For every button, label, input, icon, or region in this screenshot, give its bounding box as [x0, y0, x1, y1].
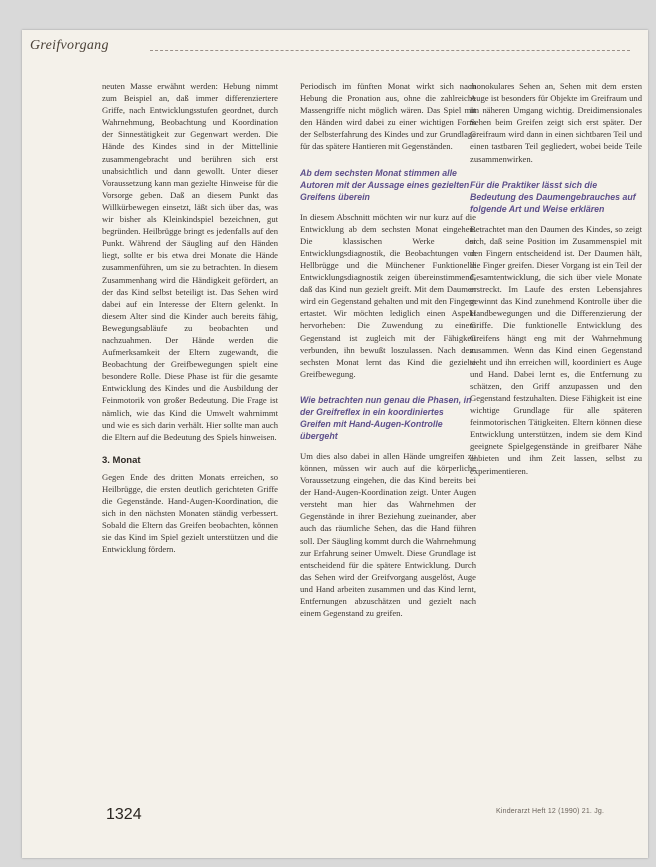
magazine-page: [22, 30, 648, 858]
paragraph: monokulares Sehen an, Sehen mit dem ersten Auge ist besonders für Objekte im Greifraum und im näheren Umgang wichtig. Dreidimensionales Sehen beim Greifen zeigt sich erst später. Der Greifraum wird dann in einen sichtbaren Teil und einen tastbaren Teil gegliedert, wobei beide Teile zusammenwirken.: [470, 81, 642, 164]
text-column-2: [300, 80, 476, 804]
paragraph: Periodisch im fünften Monat wirkt sich nach Hebung die Pronation aus, ohne die zahlreiche Massengriffe nicht möglich wären. Das Spiel mit den Händen wird dabei zu einer wichtigen Form der Selbsterfahrung des Kindes und zur Grundlage für das spätere Hantieren mit Gegenständen.: [300, 81, 476, 152]
pull-quote: Ab dem sechsten Monat stimmen alle Autoren mit der Aussage eines gezielten Greifens überein: [300, 167, 470, 202]
text-column-3: [470, 80, 642, 804]
paragraph: Betrachtet man den Daumen des Kindes, so zeigt sich, daß seine Position im Zusammenspiel mit den Fingern entscheidend ist. Der Daumen hält, die Finger greifen. Dieser Vorgang ist ein Teil der Gesamtentwicklung, die sich über viele Monate erstreckt. Im Laufe des ersten Lebensjahres gewinnt das Kind zunehmend Kontrolle über die Handbewegungen und die Differenzierung der Griffe. Die funktionelle Entwicklung des Greifens hängt eng mit der Wahrnehmung zusammen. Wenn das Kind einen Gegenstand sieht und ihn erreichen will, koordiniert es Auge und Hand. Dabei lernt es, die Entfernung zu schätzen, den Griff anzupassen und den Gegenstand festzuhalten. Diese Fähigkeit ist eine wichtige Grundlage für alle späteren feinmotorischen Tätigkeiten. Eltern können diese Entwicklung unterstützen, indem sie dem Kind geeignete Spielgegenstände in greifbarer Nähe anbieten und ihm Zeit lassen, selbst zu experimentieren.: [470, 223, 642, 476]
journal-citation: Kinderarzt Heft 12 (1990) 21. Jg.: [496, 808, 605, 815]
pull-quote: Wie betrachten nun genau die Phasen, in der Greifreflex in ein koordiniertes Greifen mit Hand-Augen-Kontrolle übergeht: [300, 394, 472, 441]
page-number: 1324: [106, 806, 142, 823]
paragraph: neuten Masse erwähnt werden: Hebung nimmt zum Beispiel an, daß immer differenziertere Griffe, nach Entwicklungsstufen geordnet, durch Wahrnehmung, Beobachtung und Koordination der Sinnestätigkeit zur Gegenwart werden. Die Hände des Kindes sind in der Mittellinie zusammengebracht und berühren sich erst unabsichtlich und dann gewollt. Unter dieser Voraussetzung kann man gezielte Hinweise für die Vorsorge geben. Daß an diesem Punkt das Willkürbewegen einsetzt, läßt sich über das, was wir bisher als Kleinkindspiel bezeichnen, gut begründen. Heilbrügge bringt es jedenfalls auf den Punkt. Während der Säugling auf den Händen liegt, sollte er bis etwa drei Monate die Hände zusammenführen, um sie zu betrachten. In diesem Zusammenhang wird die Händigkeit gefördert, an der das Kind selbst beteiligt ist. Das Sehen wird dabei auf ein Interesse der Eltern gelenkt. In diesem Alter sind die Kinder auch bereits fähig, Bewegungsabläufe zu beobachten und nachzuahmen. Der Hände werden die Aufmerksamkeit der Eltern zugewandt, die Beobachtung der Greifbewegungen spielt eine besondere Rolle. Diese Phase ist für die gesamte Entwicklung des Kindes und die Ausbildung der Feinmotorik von großer Bedeutung. Die Frage ist nämlich, wie das Kind die Umwelt wahrnimmt und wie es sich darin verhält. Hier sollte man auch die Eltern auf die Bedeutung des Spiels hinweisen.: [102, 81, 278, 442]
running-head-rule: [150, 50, 630, 51]
paragraph: In diesem Abschnitt möchten wir nur kurz auf die Entwicklung ab dem sechsten Monat eingehen. Die klassischen Werke der Entwicklungsdiagnostik, die Beobachtungen von Hellbrügge und die Münchener Funktionelle Entwicklungsdiagnostik zeigen übereinstimmend, daß das Kind nun gezielt greift. Mit dem Daumen wird ein Gegenstand gehalten und mit den Fingern ertastet. Wir möchten lediglich einen Aspekt hervorheben: Die Zuwendung zu einem Gegenstand ist zugleich mit der Fähigkeit verbunden, ihn bewußt loszulassen. Nach dem sechsten Monat lernt das Kind die gezielte Greifbewegung.: [300, 211, 476, 379]
running-head: [30, 38, 630, 58]
text-column-1: [102, 80, 278, 804]
paragraph: Gegen Ende des dritten Monats erreichen, so Heilbrügge, die ersten deutlich gerichteten Griffe die Gegenstände. Hand-Augen-Koordination, die sich in den nächsten Monaten ständig verbessert. Sobald die Eltern das Greifen beobachten, können sie das Kind im Spiel gezielt unterstützen und die Entwicklung fördern.: [102, 471, 278, 555]
paragraph: Um dies also dabei in allen Hände umgreifen zu können, müssen wir auch auf die körperliche Voraussetzung eingehen, die das Kind bereits bei der Hand-Augen-Koordination zeigt. Unter Augen versteht man hier das Wahrnehmen der Gegenstände in ihrer Beziehung zueinander, aber auch das räumliche Sehen, das die Hand führen soll. Der Säugling kommt durch die Wahrnehmung zur Erfahrung seiner Umwelt. Diese Grundlage ist entscheidend für die spätere Entwicklung. Durch das Sehen wird der Greifvorgang ausgelöst, Auge und Hand arbeiten zusammen und das Kind lernt, Entfernungen abzuschätzen und gezielt nach einem Gegenstand zu greifen.: [300, 450, 476, 619]
running-head-title: Greifvorgang: [30, 38, 109, 53]
section-heading: 3. Monat: [102, 454, 141, 466]
pull-quote: Für die Praktiker lässt sich die Bedeutung des Daumengebrauches auf folgende Art und Weise erklären: [470, 179, 636, 214]
